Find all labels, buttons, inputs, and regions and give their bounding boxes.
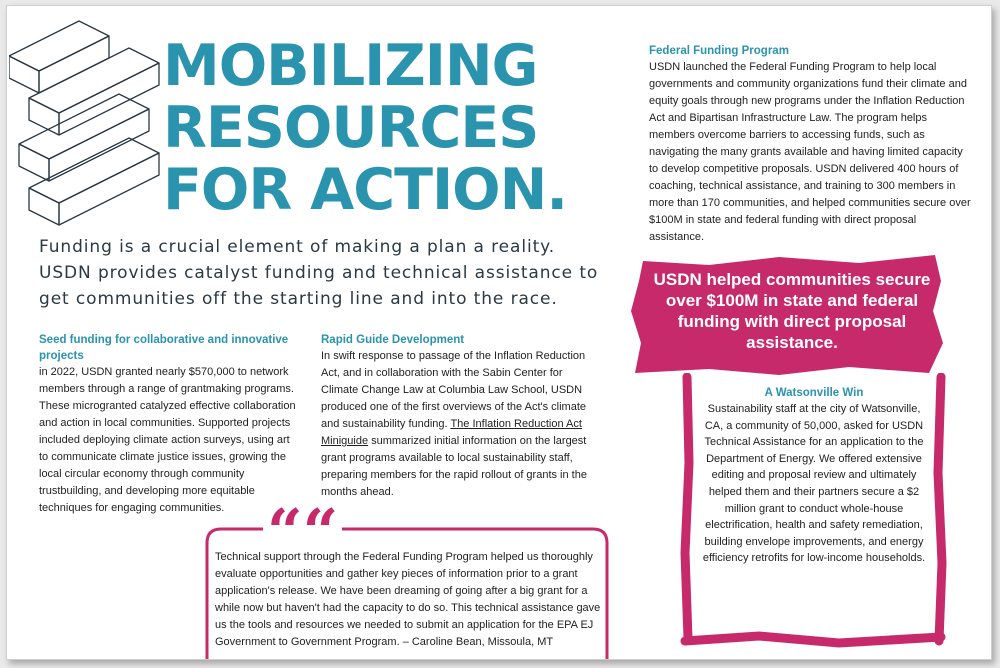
rapid-guide-body: [321, 348, 591, 501]
report-page: [6, 5, 992, 660]
rapid-guide-text-1: In swift response to passage of the Inflation Reduction Act, and in collaboration with the Sabin Center for Climate Change Law at Columbia Law School, USDN produced one of the first overviews of the Act's climate and sustainability funding.: [321, 350, 587, 430]
seed-funding-body: in 2022, USDN granted nearly $570,000 to network members through a range of grantmaking programs. These microgranted catalyzed effective collaboration and action in local communities. Supported projects included deploying climate action surveys, using art to communicate climate justice issues, growing the local circular economy through community trustbuilding, and developing more equitable techniques for engaging communities.: [39, 366, 296, 514]
federal-funding-heading: Federal Funding Program: [649, 45, 789, 57]
watsonville-body: Sustainability staff at the city of Watsonville, CA, a community of 50,000, asked for USDN Technical Assistance for an application to the Department of Energy. We offered extensive editing and proposal review and ultimately helped them and their partners secure a $2 million grant to conduct whole-house electrification, health and safety remediation, building envelope improvements, and energy efficiency retrofits for low-income households.: [702, 403, 926, 565]
stacked-bars-logo-icon: [9, 16, 179, 226]
rapid-guide-section: [321, 332, 591, 501]
seed-funding-heading: Seed funding for collaborative and innovative projects: [39, 334, 289, 362]
rapid-guide-text-2: summarized initial information on the largest grant programs available to local sustainability staff, preparing members for the rapid rollout of grants in the months ahead.: [321, 435, 587, 498]
quote-marks-icon: ““: [263, 501, 342, 563]
federal-funding-body: USDN launched the Federal Funding Program to help local governments and community organizations fund their climate and equity goals through new programs under the Inflation Reduction Act and Bipartisan Infrastructure Law. The program helps members overcome barriers to accessing funds, such as navigating the many grants available and having limited capacity to develop competitive proposals. USDN delivered 400 hours of coaching, technical assistance, and training to 300 members in more than 170 communities, and helped communities secure over $100M in state and federal funding with direct proposal assistance.: [649, 61, 971, 243]
rapid-guide-heading: Rapid Guide Development: [321, 334, 465, 346]
title-line-2: RESOURCES: [163, 95, 539, 161]
watsonville-heading: A Watsonville Win: [764, 387, 864, 399]
miniguide-link[interactable]: The Inflation Reduction Act Miniguide: [321, 418, 582, 447]
testimonial-quote: Technical support through the Federal Funding Program helped us thoroughly evaluate opportunities and gather key pieces of information prior to a grant application's release. We have been dreaming of going after a big grant for a while now but haven't had the capacity to do so. This technical assistance gave us the tools and resources we needed to submit an application for the EPA EJ Government to Government Program. – Caroline Bean, Missoula, MT: [215, 551, 601, 648]
title-line-3: FOR ACTION.: [163, 157, 567, 223]
intro-paragraph: Funding is a crucial element of making a plan a reality. USDN provides catalyst funding and technical assistance to get communities off the starting line and into the race.: [39, 237, 599, 309]
watsonville-section: [701, 385, 927, 567]
title-line-1: MOBILIZING: [163, 33, 538, 99]
banner-statement: USDN helped communities secure over $100M in state and federal funding with direct proposal assistance.: [653, 270, 931, 352]
page-title: [163, 35, 593, 221]
seed-funding-section: [39, 332, 299, 517]
federal-funding-section: [649, 43, 974, 246]
